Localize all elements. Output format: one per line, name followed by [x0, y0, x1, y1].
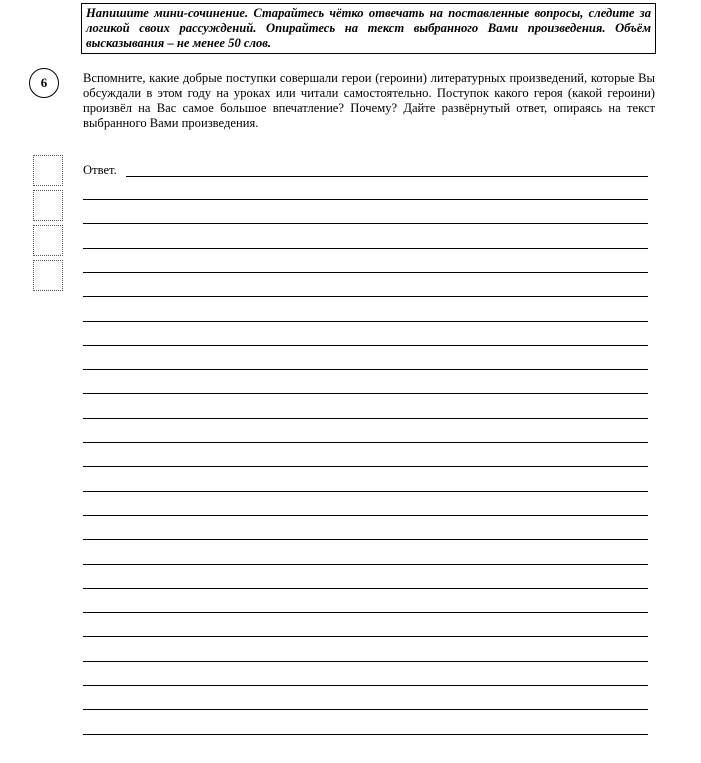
answer-line[interactable]	[83, 393, 648, 394]
answer-line[interactable]	[83, 685, 648, 686]
answer-label: Ответ.	[83, 163, 117, 177]
answer-line[interactable]	[83, 321, 648, 322]
answer-line[interactable]	[83, 199, 648, 200]
score-box[interactable]	[33, 155, 63, 186]
score-box[interactable]	[33, 190, 63, 221]
answer-line[interactable]	[83, 491, 648, 492]
answer-line[interactable]	[83, 272, 648, 273]
answer-line[interactable]	[83, 515, 648, 516]
answer-line[interactable]	[83, 564, 648, 565]
question-text: Вспомните, какие добрые поступки совершали герои (героини) литературных произведений, которые Вы обсуждали в этом году на уроках или читали самостоятельно. Поступок какого героя (какой героини) произвёл на Вас самое большое впечатление? Почему? Дайте развёрнутый ответ, опираясь на текст выбранного Вами произведения.	[83, 71, 655, 130]
score-box[interactable]	[33, 260, 63, 291]
answer-line[interactable]	[83, 345, 648, 346]
answer-line[interactable]	[83, 734, 648, 735]
task-number-badge: 6	[29, 68, 59, 98]
answer-line[interactable]	[83, 636, 648, 637]
answer-line[interactable]	[83, 612, 648, 613]
answer-line[interactable]	[83, 539, 648, 540]
answer-line[interactable]	[83, 296, 648, 297]
instruction-box: Напишите мини-сочинение. Старайтесь чётко отвечать на поставленные вопросы, следите за логикой своих рассуждений. Опирайтесь на текст выбранного Вами произведения. Объём высказывания – не менее 50 слов.	[81, 3, 656, 54]
answer-line[interactable]	[83, 466, 648, 467]
score-box[interactable]	[33, 225, 63, 256]
answer-first-line[interactable]	[126, 176, 648, 177]
answer-line[interactable]	[83, 418, 648, 419]
answer-line[interactable]	[83, 588, 648, 589]
answer-line[interactable]	[83, 442, 648, 443]
answer-line[interactable]	[83, 661, 648, 662]
answer-line[interactable]	[83, 223, 648, 224]
answer-line[interactable]	[83, 709, 648, 710]
answer-line[interactable]	[83, 248, 648, 249]
answer-line[interactable]	[83, 369, 648, 370]
